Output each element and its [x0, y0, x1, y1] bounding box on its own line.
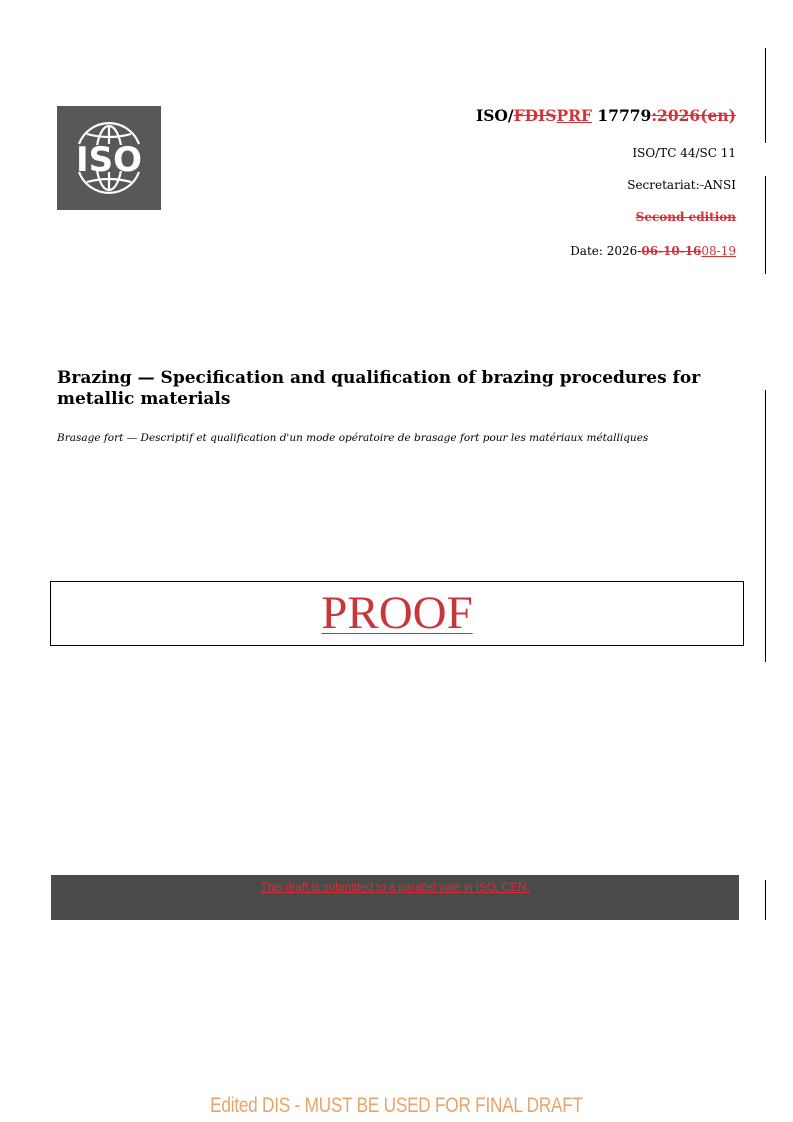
svg-text:ISO: ISO: [75, 140, 143, 180]
edition: Second edition: [635, 210, 736, 224]
proof-text: PROOF: [321, 587, 473, 639]
committee: ISO/TC 44/SC 11: [632, 146, 736, 160]
change-bar: [765, 390, 766, 662]
globe-icon: [57, 106, 161, 210]
document-date: Date: 2026-06-10-1608-19: [570, 244, 736, 258]
english-title: Brazing — Specification and qualification of brazing procedures for metallic materials: [57, 368, 701, 409]
proof-banner: [50, 581, 744, 646]
edited-dis-stamp: Edited DIS - MUST BE USED FOR FINAL DRAFT: [210, 1094, 583, 1117]
change-bar: [765, 48, 766, 143]
document-reference: ISO/FDISPRF 17779:2026(en): [475, 106, 736, 125]
iso-logo: [57, 106, 161, 210]
draft-notice-text: This draft is submitted to a parallel vote in ISO, CEN.: [260, 882, 530, 894]
secretariat: Secretariat: ANSI: [627, 178, 736, 192]
draft-notice-band: [51, 875, 739, 920]
french-title: Brasage fort — Descriptif et qualification d'un mode opératoire de brasage fort pour les matériaux métalliques: [57, 432, 649, 444]
change-bar: [765, 176, 766, 274]
change-bar: [765, 880, 766, 920]
